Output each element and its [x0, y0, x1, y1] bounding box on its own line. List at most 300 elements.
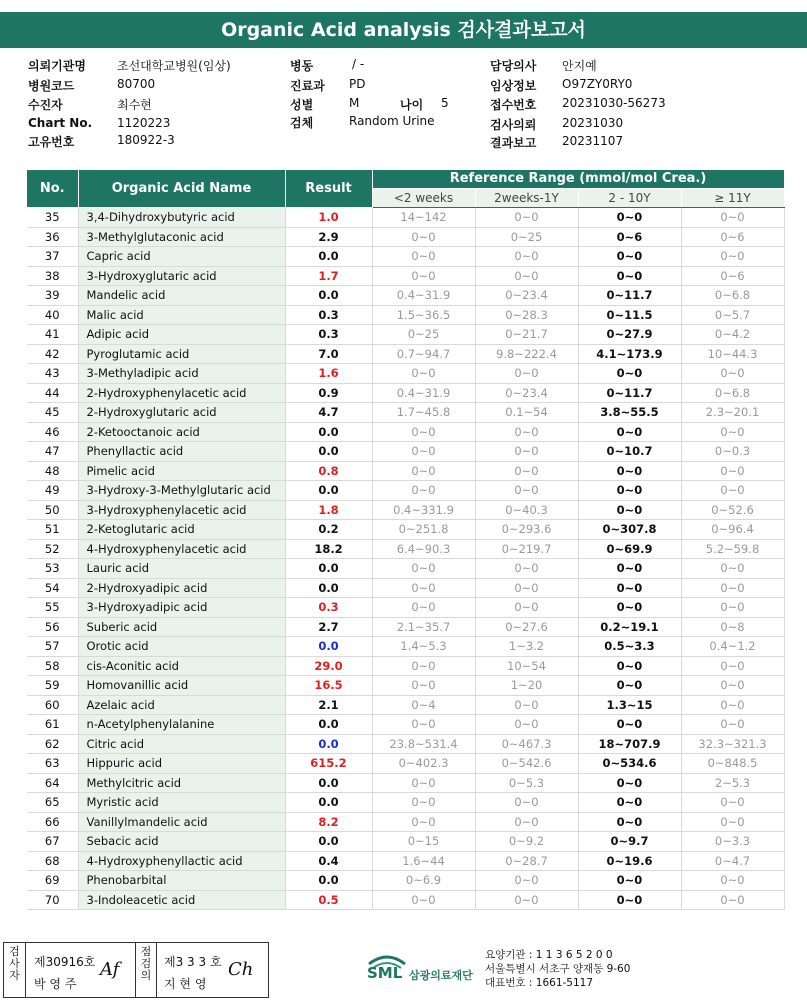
result-value: 1.6	[285, 364, 372, 384]
table-row	[27, 851, 784, 871]
unique-label: 고유번호	[28, 135, 75, 149]
ref-2-10y: 0~9.7	[578, 832, 681, 852]
row-number: 60	[27, 695, 78, 715]
ref-2-10y: 0~534.6	[578, 754, 681, 774]
acid-name: 3-Hydroxyphenylacetic acid	[78, 500, 285, 520]
result-value: 2.7	[285, 617, 372, 637]
row-number: 45	[27, 403, 78, 423]
row-number: 53	[27, 559, 78, 579]
table-row	[27, 754, 784, 774]
ref-under-2-weeks: 0~0	[372, 422, 475, 442]
table-row	[27, 461, 784, 481]
acid-name: Phenyllactic acid	[78, 442, 285, 462]
acid-name: 2-Hydroxyadipic acid	[78, 578, 285, 598]
acid-name: 3-Hydroxyglutaric acid	[78, 266, 285, 286]
ref-2weeks-1y: 0~293.6	[475, 520, 578, 540]
acid-name: Malic acid	[78, 305, 285, 325]
table-row	[27, 676, 784, 696]
ref-2-10y: 1.3~15	[578, 695, 681, 715]
ref-11y-plus: 0~4.7	[681, 851, 784, 871]
acid-name: Orotic acid	[78, 637, 285, 657]
ref-2-10y: 0~0	[578, 559, 681, 579]
table-row	[27, 422, 784, 442]
row-number: 35	[27, 208, 78, 228]
report-footer	[0, 936, 807, 1006]
table-row	[27, 637, 784, 657]
ref-2weeks-1y: 10~54	[475, 656, 578, 676]
ref-2-10y: 0~0	[578, 266, 681, 286]
ref-11y-plus: 0~4.2	[681, 325, 784, 345]
ref-2weeks-1y: 0~28.3	[475, 305, 578, 325]
row-number: 44	[27, 383, 78, 403]
row-number: 39	[27, 286, 78, 306]
request-label: 검사의뢰	[490, 118, 537, 132]
org-code: 요양기관 : 1 1 3 6 5 2 0 0	[485, 949, 613, 961]
ref-2-10y: 0.2~19.1	[578, 617, 681, 637]
ref-2-10y: 0~0	[578, 773, 681, 793]
ref-2weeks-1y: 0~0	[475, 461, 578, 481]
ref-sub-header: 2 - 10Y	[578, 188, 681, 208]
ref-under-2-weeks: 0~0	[372, 598, 475, 618]
row-number: 61	[27, 715, 78, 735]
result-value: 615.2	[285, 754, 372, 774]
row-number: 42	[27, 344, 78, 364]
ref-under-2-weeks: 0.4~331.9	[372, 500, 475, 520]
age-value: 5	[441, 96, 449, 110]
table-row	[27, 325, 784, 345]
result-value: 8.2	[285, 812, 372, 832]
row-number: 51	[27, 520, 78, 540]
ref-11y-plus: 0~0	[681, 715, 784, 735]
ref-11y-plus: 0~0	[681, 695, 784, 715]
chart-value: 1120223	[117, 116, 171, 130]
result-value: 1.7	[285, 266, 372, 286]
ref-under-2-weeks: 0~0	[372, 247, 475, 267]
table-row	[27, 715, 784, 735]
result-value: 0.0	[285, 832, 372, 852]
ref-under-2-weeks: 0~0	[372, 227, 475, 247]
patient-value: 최수현	[117, 98, 152, 112]
ref-2-10y: 0~0	[578, 598, 681, 618]
table-row	[27, 598, 784, 618]
ref-2weeks-1y: 0~0	[475, 598, 578, 618]
result-value: 0.0	[285, 286, 372, 306]
ref-2weeks-1y: 0~0	[475, 364, 578, 384]
row-number: 57	[27, 637, 78, 657]
result-value: 0.0	[285, 481, 372, 501]
row-number: 62	[27, 734, 78, 754]
ref-2weeks-1y: 0~0	[475, 890, 578, 910]
ref-2weeks-1y: 0~0	[475, 442, 578, 462]
sex-label: 성별	[290, 98, 314, 112]
results-table	[27, 170, 785, 910]
table-row	[27, 539, 784, 559]
ref-11y-plus: 0~0	[681, 871, 784, 891]
ref-11y-plus: 0~0.3	[681, 442, 784, 462]
specimen-label: 검체	[290, 116, 314, 130]
ref-sub-header: ≥ 11Y	[681, 188, 784, 208]
row-number: 37	[27, 247, 78, 267]
row-number: 52	[27, 539, 78, 559]
ref-2-10y: 0~0	[578, 364, 681, 384]
table-row	[27, 383, 784, 403]
result-value: 4.7	[285, 403, 372, 423]
dept-label: 진료과	[290, 79, 325, 93]
table-row	[27, 559, 784, 579]
ref-under-2-weeks: 0~0	[372, 461, 475, 481]
acid-name: Hippuric acid	[78, 754, 285, 774]
ref-under-2-weeks: 14~142	[372, 208, 475, 228]
ref-2-10y: 0.5~3.3	[578, 637, 681, 657]
table-row	[27, 481, 784, 501]
ref-under-2-weeks: 0~402.3	[372, 754, 475, 774]
ref-2-10y: 0~0	[578, 793, 681, 813]
result-value: 0.0	[285, 247, 372, 267]
reviewer-label: 점 검 의	[135, 943, 157, 997]
row-number: 56	[27, 617, 78, 637]
hospital-label: 의뢰기관명	[28, 59, 86, 73]
row-number: 43	[27, 364, 78, 384]
acid-name: n-Acetylphenylalanine	[78, 715, 285, 735]
ref-under-2-weeks: 0~0	[372, 793, 475, 813]
row-number: 41	[27, 325, 78, 345]
ref-2-10y: 0~0	[578, 676, 681, 696]
ref-under-2-weeks: 0~6.9	[372, 871, 475, 891]
unique-value: 180922-3	[117, 133, 175, 147]
result-value: 0.4	[285, 851, 372, 871]
clinical-label: 임상정보	[490, 79, 537, 93]
ref-2weeks-1y: 0~21.7	[475, 325, 578, 345]
table-row	[27, 227, 784, 247]
report-date-value: 20231107	[562, 134, 624, 148]
ref-under-2-weeks: 0.4~31.9	[372, 286, 475, 306]
table-row	[27, 520, 784, 540]
acid-name: Homovanillic acid	[78, 676, 285, 696]
ref-2-10y: 0~6	[578, 227, 681, 247]
row-number: 67	[27, 832, 78, 852]
code-label: 병원코드	[28, 79, 75, 93]
ref-11y-plus: 2~5.3	[681, 773, 784, 793]
ref-2weeks-1y: 0~25	[475, 227, 578, 247]
examiner-signature: Af	[100, 959, 120, 980]
acid-name: 2-Hydroxyglutaric acid	[78, 403, 285, 423]
ref-2-10y: 0~0	[578, 422, 681, 442]
table-row	[27, 500, 784, 520]
table-row	[27, 208, 784, 228]
report-title: Organic Acid analysis 검사결과보고서	[221, 19, 586, 41]
ref-2weeks-1y: 0~0	[475, 247, 578, 267]
sml-abbr: SML	[367, 964, 403, 982]
ref-2weeks-1y: 0~0	[475, 812, 578, 832]
ref-11y-plus: 0~0	[681, 481, 784, 501]
ref-2-10y: 0~69.9	[578, 539, 681, 559]
result-value: 0.0	[285, 773, 372, 793]
ward-label: 병동	[290, 59, 314, 73]
chart-label: Chart No.	[28, 116, 93, 130]
ref-2-10y: 0~11.5	[578, 305, 681, 325]
ref-2-10y: 0~0	[578, 208, 681, 228]
ref-11y-plus: 0~6.8	[681, 383, 784, 403]
ref-2-10y: 0~11.7	[578, 383, 681, 403]
ref-11y-plus: 0~0	[681, 578, 784, 598]
ref-2weeks-1y: 0~40.3	[475, 500, 578, 520]
result-value: 0.0	[285, 715, 372, 735]
result-value: 0.0	[285, 734, 372, 754]
ref-sub-header: <2 weeks	[372, 188, 475, 208]
table-row	[27, 695, 784, 715]
row-number: 58	[27, 656, 78, 676]
ref-under-2-weeks: 0~0	[372, 773, 475, 793]
ref-2weeks-1y: 0~219.7	[475, 539, 578, 559]
ref-11y-plus: 0~6	[681, 227, 784, 247]
ref-under-2-weeks: 0~0	[372, 890, 475, 910]
row-number: 69	[27, 871, 78, 891]
table-row	[27, 793, 784, 813]
ref-under-2-weeks: 0~25	[372, 325, 475, 345]
acid-name: 3-Methylglutaconic acid	[78, 227, 285, 247]
receipt-label: 접수번호	[490, 98, 537, 112]
acid-name: Pyroglutamic acid	[78, 344, 285, 364]
table-row	[27, 442, 784, 462]
org-address: 서울특별시 서초구 양재동 9-60	[485, 963, 631, 975]
ref-11y-plus: 10~44.3	[681, 344, 784, 364]
ref-11y-plus: 0~848.5	[681, 754, 784, 774]
ref-2weeks-1y: 0~0	[475, 715, 578, 735]
ref-2-10y: 0~0	[578, 715, 681, 735]
age-label: 나이	[400, 98, 424, 112]
acid-name: Adipic acid	[78, 325, 285, 345]
ref-2weeks-1y: 0~9.2	[475, 832, 578, 852]
ref-under-2-weeks: 0.7~94.7	[372, 344, 475, 364]
result-value: 0.2	[285, 520, 372, 540]
ref-2weeks-1y: 0~0	[475, 422, 578, 442]
row-number: 47	[27, 442, 78, 462]
table-row	[27, 403, 784, 423]
ref-under-2-weeks: 0~15	[372, 832, 475, 852]
ref-under-2-weeks: 1.5~36.5	[372, 305, 475, 325]
patient-info	[0, 0, 807, 160]
ref-sub-header: 2weeks-1Y	[475, 188, 578, 208]
ref-11y-plus: 2.3~20.1	[681, 403, 784, 423]
ref-11y-plus: 0~0	[681, 208, 784, 228]
result-value: 0.9	[285, 383, 372, 403]
sml-name: 삼광의료재단	[409, 969, 473, 982]
row-number: 40	[27, 305, 78, 325]
table-row	[27, 247, 784, 267]
result-value: 1.8	[285, 500, 372, 520]
table-row	[27, 734, 784, 754]
table-row	[27, 871, 784, 891]
ref-2-10y: 4.1~173.9	[578, 344, 681, 364]
ref-2weeks-1y: 0~28.7	[475, 851, 578, 871]
ref-under-2-weeks: 6.4~90.3	[372, 539, 475, 559]
acid-name: Vanillylmandelic acid	[78, 812, 285, 832]
result-value: 0.0	[285, 559, 372, 579]
ref-under-2-weeks: 1.4~5.3	[372, 637, 475, 657]
ref-2weeks-1y: 0~467.3	[475, 734, 578, 754]
ref-under-2-weeks: 1.6~44	[372, 851, 475, 871]
org-info	[485, 948, 630, 990]
row-number: 48	[27, 461, 78, 481]
request-value: 20231030	[562, 116, 624, 130]
results-body	[27, 208, 784, 910]
ref-11y-plus: 0~0	[681, 890, 784, 910]
ref-2-10y: 0~10.7	[578, 442, 681, 462]
ref-2weeks-1y: 0~0	[475, 695, 578, 715]
acid-name: 2-Ketoglutaric acid	[78, 520, 285, 540]
ref-11y-plus: 0~0	[681, 676, 784, 696]
table-row	[27, 286, 784, 306]
result-value: 0.3	[285, 325, 372, 345]
acid-name: 2-Ketooctanoic acid	[78, 422, 285, 442]
row-number: 50	[27, 500, 78, 520]
row-number: 66	[27, 812, 78, 832]
row-number: 54	[27, 578, 78, 598]
ref-2weeks-1y: 0~0	[475, 208, 578, 228]
ref-2-10y: 0~307.8	[578, 520, 681, 540]
ref-11y-plus: 0~96.4	[681, 520, 784, 540]
table-row	[27, 344, 784, 364]
ref-2-10y: 0~27.9	[578, 325, 681, 345]
ref-11y-plus: 0~0	[681, 793, 784, 813]
acid-name: 3-Indoleacetic acid	[78, 890, 285, 910]
doctor-value: 안지예	[562, 59, 597, 73]
reviewer-name: 지 현 영	[164, 977, 207, 991]
ref-11y-plus: 0~0	[681, 812, 784, 832]
ref-2weeks-1y: 0~23.4	[475, 286, 578, 306]
result-value: 0.0	[285, 637, 372, 657]
ref-11y-plus: 0.4~1.2	[681, 637, 784, 657]
reviewer-license: 제3 3 3 호	[164, 955, 222, 969]
ref-11y-plus: 0~0	[681, 461, 784, 481]
examiner-name: 박 영 주	[34, 977, 77, 991]
row-number: 55	[27, 598, 78, 618]
result-value: 7.0	[285, 344, 372, 364]
acid-name: Pimelic acid	[78, 461, 285, 481]
examiner-label: 검사자	[4, 943, 26, 997]
acid-name: 3-Methyladipic acid	[78, 364, 285, 384]
examiner-license: 제30916호	[34, 955, 96, 969]
ref-under-2-weeks: 0.4~31.9	[372, 383, 475, 403]
ref-2-10y: 0~0	[578, 461, 681, 481]
col-ref-header: Reference Range (mmol/mol Crea.)	[372, 170, 784, 188]
acid-name: 2-Hydroxyphenylacetic acid	[78, 383, 285, 403]
ref-2weeks-1y: 1~3.2	[475, 637, 578, 657]
ref-11y-plus: 0~0	[681, 364, 784, 384]
doctor-label: 담당의사	[490, 59, 537, 73]
ref-11y-plus: 0~5.7	[681, 305, 784, 325]
ref-11y-plus: 32.3~321.3	[681, 734, 784, 754]
ref-under-2-weeks: 23.8~531.4	[372, 734, 475, 754]
result-value: 16.5	[285, 676, 372, 696]
ref-2-10y: 0~0	[578, 247, 681, 267]
code-value: 80700	[117, 77, 156, 91]
ref-2weeks-1y: 0~0	[475, 871, 578, 891]
acid-name: Capric acid	[78, 247, 285, 267]
row-number: 64	[27, 773, 78, 793]
acid-name: 3-Hydroxy-3-Methylglutaric acid	[78, 481, 285, 501]
ref-11y-plus: 0~8	[681, 617, 784, 637]
ref-2-10y: 0~0	[578, 481, 681, 501]
ref-2weeks-1y: 0~0	[475, 793, 578, 813]
clinical-value: O97ZY0RY0	[562, 77, 633, 91]
ref-under-2-weeks: 0~0	[372, 442, 475, 462]
result-value: 0.0	[285, 442, 372, 462]
acid-name: 3-Hydroxyadipic acid	[78, 598, 285, 618]
row-number: 68	[27, 851, 78, 871]
ref-under-2-weeks: 1.7~45.8	[372, 403, 475, 423]
acid-name: Suberic acid	[78, 617, 285, 637]
ref-2-10y: 0~0	[578, 578, 681, 598]
acid-name: Sebacic acid	[78, 832, 285, 852]
sex-value: M	[349, 96, 360, 110]
ref-under-2-weeks: 0~0	[372, 364, 475, 384]
result-value: 0.0	[285, 871, 372, 891]
table-row	[27, 656, 784, 676]
row-number: 63	[27, 754, 78, 774]
result-value: 0.0	[285, 578, 372, 598]
result-value: 2.1	[285, 695, 372, 715]
result-value: 0.3	[285, 305, 372, 325]
ref-2-10y: 0~0	[578, 500, 681, 520]
ref-11y-plus: 0~0	[681, 559, 784, 579]
ref-under-2-weeks: 2.1~35.7	[372, 617, 475, 637]
table-row	[27, 832, 784, 852]
ref-under-2-weeks: 0~0	[372, 266, 475, 286]
ref-under-2-weeks: 0~0	[372, 481, 475, 501]
row-number: 38	[27, 266, 78, 286]
ref-11y-plus: 0~0	[681, 422, 784, 442]
acid-name: 4-Hydroxyphenyllactic acid	[78, 851, 285, 871]
ref-2-10y: 0~19.6	[578, 851, 681, 871]
result-value: 0.3	[285, 598, 372, 618]
ref-2weeks-1y: 0~5.3	[475, 773, 578, 793]
result-value: 0.5	[285, 890, 372, 910]
result-value: 0.0	[285, 422, 372, 442]
ward-value: / -	[352, 57, 365, 71]
ref-11y-plus: 5.2~59.8	[681, 539, 784, 559]
acid-name: 4-Hydroxyphenylacetic acid	[78, 539, 285, 559]
acid-name: 3,4-Dihydroxybutyric acid	[78, 208, 285, 228]
col-no-header: No.	[27, 170, 78, 208]
ref-11y-plus: 0~52.6	[681, 500, 784, 520]
ref-under-2-weeks: 0~0	[372, 676, 475, 696]
ref-under-2-weeks: 0~4	[372, 695, 475, 715]
ref-2weeks-1y: 0~0	[475, 266, 578, 286]
row-number: 49	[27, 481, 78, 501]
patient-label: 수진자	[28, 98, 63, 112]
dept-value: PD	[349, 77, 366, 91]
row-number: 36	[27, 227, 78, 247]
acid-name: cis-Aconitic acid	[78, 656, 285, 676]
table-row	[27, 890, 784, 910]
ref-11y-plus: 0~0	[681, 598, 784, 618]
specimen-value: Random Urine	[349, 114, 435, 128]
reviewer-signature: Ch	[228, 959, 254, 980]
row-number: 65	[27, 793, 78, 813]
acid-name: Mandelic acid	[78, 286, 285, 306]
ref-under-2-weeks: 0~0	[372, 812, 475, 832]
ref-2weeks-1y: 0~542.6	[475, 754, 578, 774]
row-number: 70	[27, 890, 78, 910]
ref-2weeks-1y: 0.1~54	[475, 403, 578, 423]
acid-name: Azelaic acid	[78, 695, 285, 715]
ref-2weeks-1y: 1~20	[475, 676, 578, 696]
result-value: 2.9	[285, 227, 372, 247]
ref-2-10y: 0~0	[578, 812, 681, 832]
report-date-label: 결과보고	[490, 136, 537, 150]
table-row	[27, 364, 784, 384]
